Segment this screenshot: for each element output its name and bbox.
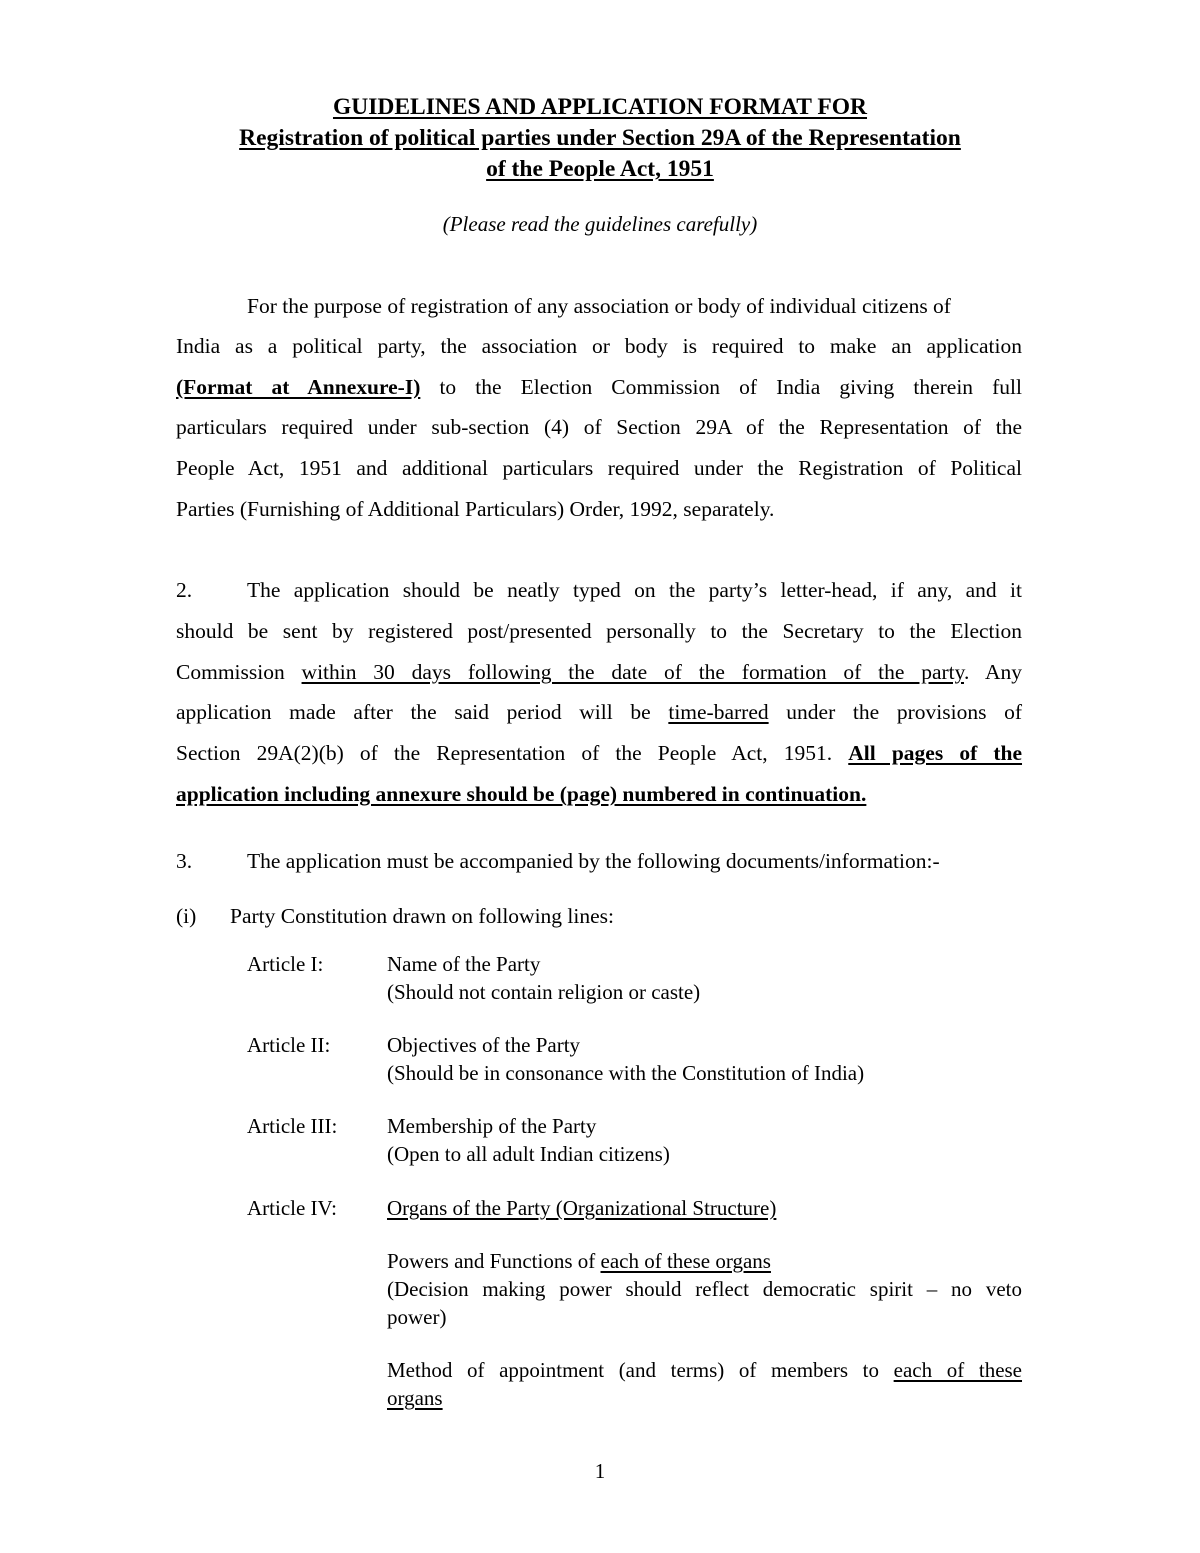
para2-line5-pre: Section 29A(2)(b) of the Representation of the People Act, 1951. <box>176 741 833 765</box>
para2-number: 2. <box>176 578 193 602</box>
title-line1-text: GUIDELINES AND APPLICATION FORMAT FOR <box>332 94 868 120</box>
page-numbering-instruction-part2: application including annexure should be (page) numbered in continuation. <box>176 782 867 806</box>
para2-line2: should be sent by registered post/presented personally to the Secretary to the Election <box>176 619 1022 643</box>
para2-line3 <box>176 658 1022 686</box>
sub-item-number: (i) <box>176 904 197 928</box>
para2-line6 <box>176 780 1022 808</box>
page-numbering-instruction-part1: All pages of the <box>848 741 1023 765</box>
appointment-method-line1 <box>387 1358 1022 1383</box>
doc-title-line3 <box>176 156 1024 183</box>
doc-title-line2 <box>176 125 1024 152</box>
powers-functions-line <box>387 1249 771 1274</box>
para1-line4: particulars required under sub-section (4) of Section 29A of the Representation of the <box>176 415 1022 439</box>
article-3-note: (Open to all adult Indian citizens) <box>387 1142 670 1166</box>
page-number: 1 <box>594 1459 606 1483</box>
appointment-method-pre: Method of appointment (and terms) of members to <box>387 1358 879 1382</box>
article-1-note: (Should not contain religion or caste) <box>387 980 701 1004</box>
decision-making-line1: (Decision making power should reflect democratic spirit – no veto <box>387 1277 1022 1301</box>
para1-line1: For the purpose of registration of any association or body of individual citizens of <box>247 294 951 318</box>
annexure-reference: (Format at Annexure-I) <box>176 375 421 399</box>
deadline-text: within 30 days following the date of the formation of the party <box>301 660 964 684</box>
doc-title-line1 <box>176 94 1024 121</box>
article-4-title: Organs of the Party (Organizational Structure) <box>387 1196 777 1220</box>
para3-number: 3. <box>176 849 193 873</box>
article-1-title: Name of the Party <box>387 952 541 976</box>
para2-line3-pre: Commission <box>176 660 285 684</box>
para2-line5 <box>176 739 1022 767</box>
article-2-note: (Should be in consonance with the Constitution of India) <box>387 1061 865 1085</box>
para2-line4 <box>176 698 1022 726</box>
article-3-label: Article III: <box>247 1114 338 1138</box>
article-2-title: Objectives of the Party <box>387 1033 581 1057</box>
article-3-title: Membership of the Party <box>387 1114 597 1138</box>
para2-line1: The application should be neatly typed on the party’s letter-head, if any, and it <box>247 578 1022 602</box>
article-1-label: Article I: <box>247 952 324 976</box>
time-barred-text: time-barred <box>668 700 769 724</box>
para3-text: The application must be accompanied by the following documents/information:- <box>247 849 940 873</box>
title-line3-text: of the People Act, 1951 <box>486 156 714 182</box>
title-line2-text: Registration of political parties under Section 29A of the Representation <box>239 125 961 151</box>
para1-line6: Parties (Furnishing of Additional Particulars) Order, 1992, separately. <box>176 497 775 521</box>
appointment-method-underlined: each of these <box>893 1358 1023 1382</box>
powers-functions-pre: Powers and Functions of <box>387 1249 596 1273</box>
powers-functions-underlined: each of these organs <box>600 1249 771 1273</box>
para1-line2: India as a political party, the association or body is required to make an application <box>176 334 1022 358</box>
para1-line5: People Act, 1951 and additional particulars required under the Registration of Political <box>176 456 1022 480</box>
para1-line3 <box>176 373 1022 401</box>
para2-line4-pre: application made after the said period will be <box>176 700 651 724</box>
para2-line4-post: under the provisions of <box>786 700 1023 724</box>
reading-note: (Please read the guidelines carefully) <box>442 212 758 236</box>
decision-making-line2: power) <box>387 1305 447 1329</box>
article-4-label: Article IV: <box>247 1196 337 1220</box>
appointment-method-line2: organs <box>387 1386 443 1410</box>
para2-line3-post: . Any <box>963 660 1023 684</box>
article-2-label: Article II: <box>247 1033 331 1057</box>
sub-item-text: Party Constitution drawn on following lines: <box>230 904 614 928</box>
para1-line3-rest: to the Election Commission of India giving therein full <box>439 375 1022 399</box>
